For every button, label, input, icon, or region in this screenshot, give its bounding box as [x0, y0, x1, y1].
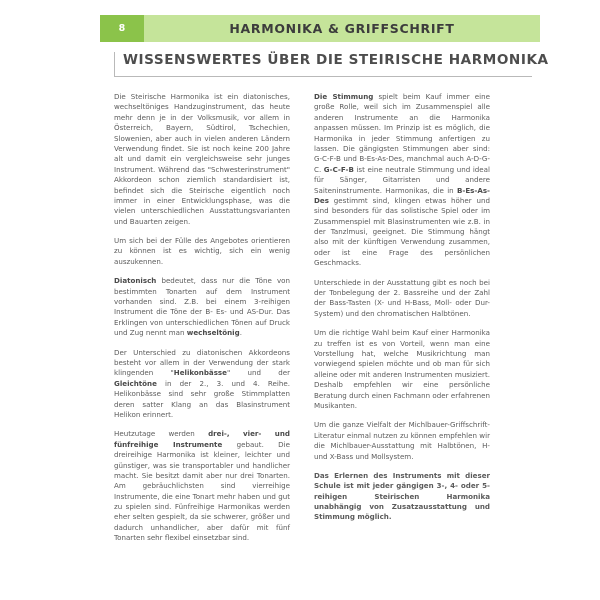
paragraph-text: Die Steirische Harmonika ist ein diatonisches, wechseltöniges Handzuginstrument, das heute mehr denn je in der Volksmusik, vor allem in Österreich, Bayern, Südtirol, Tschechien, Slowenien, aber auch in vielen anderen Ländern Verwendung findet. Sie ist noch keine 200 Jahre alt und damit ein vergleichsweise sehr junges Instrument. Während das "Schwesterinstrument" Akkordeon schon ziemlich standardisiert ist, befindet sich die Steirische eigentlich noch immer in einer Entwicklungsphase, was die vielen unterschiedlichen Ausstattungsvarianten und Bauarten zeigen.: [114, 92, 290, 226]
term-reihige-instrumente: drei-, vier- und fünfreihige Instrumente: [114, 429, 290, 449]
paragraph-text: Der Unterschied zu diatonischen Akkordeons besteht vor allem in der Verwendung der stark klingenden ": [114, 347, 290, 378]
paragraph-text: bedeutet, dass nur die Töne von bestimmten Tonarten auf dem Instrument vorhanden sind. Z.B. bei einem 3-reihigen Instrument die Töne der B- Es- und AS-Dur. Das Erklingen von unterschiedlichen Tönen auf Druck und Zug nennt man: [114, 276, 290, 338]
paragraph-intro: [114, 92, 290, 227]
body-columns: [114, 92, 490, 544]
paragraph-stimmung: [314, 92, 490, 269]
paragraph-ausstattung: [314, 278, 490, 320]
term-gleichtoene: Gleichtöne: [114, 378, 157, 388]
paragraph-text: Um die richtige Wahl beim Kauf einer Harmonika zu treffen ist es von Vorteil, wenn man eine Vorstellung hat, welche Musikrichtung man vorwiegend spielen möchte und ob man für sich alleine oder mit anderen Instrumenten musiziert. Deshalb empfehlen wir eine persönliche Beratung durch einen Fachmann oder erfahrenen Musikanten.: [314, 328, 490, 410]
right-column: [314, 92, 490, 544]
paragraph-helikonbaesse: [114, 348, 290, 421]
paragraph-erlernen: [314, 471, 490, 523]
paragraph-text: in der 2., 3. und 4. Reihe. Helikonbässe sind sehr große Stimmplatten deren satter Klang an das Blasinstrument Helikon erinnert.: [114, 378, 290, 419]
paragraph-text: Heutzutage werden: [114, 429, 209, 439]
paragraph-text: Um sich bei der Fülle des Angebotes orientieren zu können ist es wichtig, sich ein wenig auszukennen.: [114, 236, 290, 266]
paragraph-diatonisch: [114, 276, 290, 338]
paragraph-text: " und der: [226, 368, 290, 378]
paragraph-text-tail: .: [239, 328, 242, 338]
paragraph-text: Das Erlernen des Instruments mit dieser Schule ist mit jeder gängigen 3-, 4- oder 5-reihigen Steirischen Harmonika unabhängig von Zusatzausstattung und Stimmung möglich.: [314, 470, 490, 522]
term-diatonisch: Diatonisch: [114, 276, 157, 286]
running-header: [100, 15, 540, 42]
paragraph-text: Um die ganze Vielfalt der Michlbauer-Griffschrift-Literatur einmal nutzen zu können empfehlen wir die Michlbauer-Ausstattung mit Halbtönen, H- und X-Bass und Mollsystem.: [314, 420, 490, 461]
paragraph-text: gestimmt sind, klingen etwas höher und sind besonders für das solistische Spiel oder im Zusammenspiel mit Blasinstrumenten wie z.B. in der Tanzlmusi, geeignet. Die Stimmung hängt also mit der künftigen Verwendung zusammen, oder ist eine Frage des persönlichen Geschmacks.: [314, 195, 490, 268]
left-column: [114, 92, 290, 544]
term-wechseltoenig: wechseltönig: [186, 328, 240, 338]
term-besasdes: B-Es-As-Des: [314, 185, 490, 205]
section-heading: WISSENSWERTES ÜBER DIE STEIRISCHE HARMONIKA: [114, 52, 532, 77]
page-number: 8: [118, 23, 126, 34]
running-title-band: [144, 15, 540, 42]
paragraph-text: Unterschiede in der Ausstattung gibt es noch bei der Tonbelegung der 2. Bassreihe und der Zahl der Bass-Tasten (X- und H-Bass, Moll- oder Dur-System) und den chromatischen Halbtönen.: [314, 277, 490, 318]
paragraph-michlbauer: [314, 420, 490, 462]
section-heading-container: [114, 52, 549, 77]
paragraph-kaufberatung: [314, 328, 490, 411]
paragraph-text: gebaut. Die dreireihige Harmonika ist kleiner, leichter und günstiger, was sie transportabler und handlicher macht. Sie besitzt damit aber nur drei Tonarten. Am gebräuchlichsten sind vierreihige Instrumente, die eine Tonart mehr haben und gut zu spielen sind. Fünfreihige Harmonikas werden eher selten gespielt, da sie schwerer, größer und dadurch unhandlicher, aber dafür mit fünf Tonarten sehr flexibel einsetzbar sind.: [114, 439, 290, 543]
paragraph-reihen: [114, 429, 290, 543]
term-die-stimmung: Die Stimmung: [314, 92, 374, 101]
page-number-badge: [100, 15, 144, 42]
running-title: HARMONIKA & GRIFFSCHRIFT: [229, 21, 455, 36]
term-helikonbaesse: Helikonbässe: [173, 368, 227, 378]
paragraph-text: spielt beim Kauf immer eine große Rolle, weil sich im Zusammenspiel alle anderen Instrumente an die Harmonika anpassen müssen. Im Prinzip ist es möglich, die Harmonika in jeder Stimmung anfertigen zu lassen. Die gängigsten Stimmungen aber sind: G-C-F-B und B-Es-As-Des, manchmal auch A-D-G-C.: [314, 92, 490, 174]
paragraph-orientierung: [114, 236, 290, 267]
paragraph-text: ist eine neutrale Stimmung und ideal für Sänger, Gitarristen und andere Saiteninstrumente. Harmonikas, die in: [314, 164, 490, 195]
term-gcfb: G-C-F-B: [323, 164, 354, 174]
